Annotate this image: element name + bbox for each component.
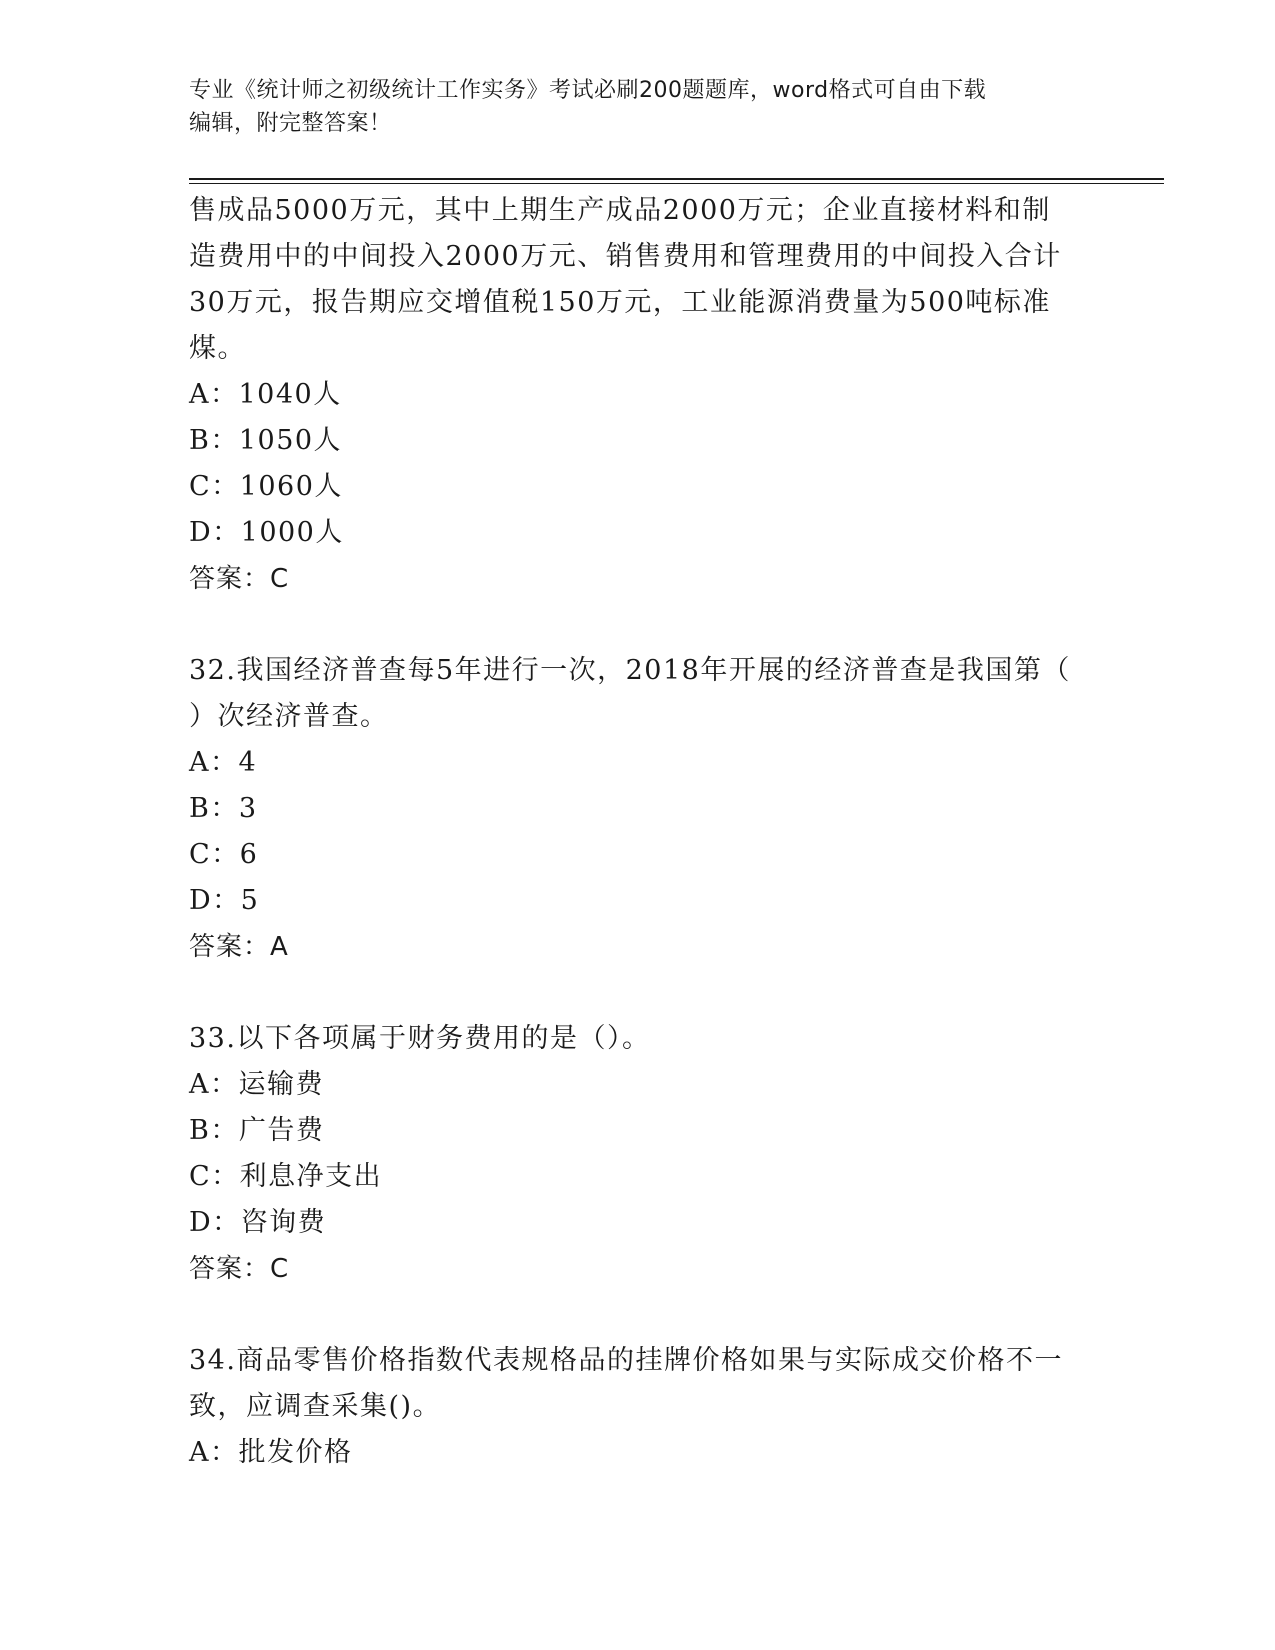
option-b: B：1050人 xyxy=(189,425,343,456)
question-stem-line: 32.我国经济普查每5年进行一次，2018年开展的经济普查是我国第（ xyxy=(189,655,1071,686)
answer-line: 答案：A xyxy=(189,932,289,962)
option-d: D：1000人 xyxy=(189,517,344,548)
question-32 xyxy=(189,648,1089,970)
question-content xyxy=(189,188,1089,1476)
option-a: A：批发价格 xyxy=(189,1437,353,1468)
header-line-2: 编辑，附完整答案！ xyxy=(189,111,392,136)
question-stem-line: 33.以下各项属于财务费用的是（）。 xyxy=(189,1023,651,1054)
header-divider-thick xyxy=(189,178,1164,180)
option-d: D：咨询费 xyxy=(189,1207,327,1238)
option-b: B：3 xyxy=(189,793,258,824)
header-divider-thin xyxy=(189,183,1164,184)
question-31 xyxy=(189,188,1089,602)
question-stem-line: 30万元，报告期应交增值税150万元，工业能源消费量为500吨标准 xyxy=(189,287,1051,318)
option-c: C：1060人 xyxy=(189,471,343,502)
header-line-1: 专业《统计师之初级统计工作实务》考试必刷200题题库，word格式可自由下载 xyxy=(189,78,987,103)
option-a: A：1040人 xyxy=(189,379,342,410)
option-a: A：运输费 xyxy=(189,1069,324,1100)
spacer xyxy=(189,1292,1089,1338)
question-stem-line: 34.商品零售价格指数代表规格品的挂牌价格如果与实际成交价格不一 xyxy=(189,1345,1063,1376)
option-a: A：4 xyxy=(189,747,258,778)
option-c: C：利息净支出 xyxy=(189,1161,383,1192)
option-c: C：6 xyxy=(189,839,259,870)
option-d: D：5 xyxy=(189,885,260,916)
document-header xyxy=(189,74,1089,140)
question-stem-line: 煤。 xyxy=(189,333,246,364)
question-stem-line: 造费用中的中间投入2000万元、销售费用和管理费用的中间投入合计 xyxy=(189,241,1062,272)
question-stem-line: ）次经济普查。 xyxy=(189,701,389,732)
question-stem-line: 致，应调查采集()。 xyxy=(189,1391,442,1422)
answer-line: 答案：C xyxy=(189,1254,290,1284)
spacer xyxy=(189,602,1089,648)
question-stem-line: 售成品5000万元，其中上期生产成品2000万元；企业直接材料和制 xyxy=(189,195,1051,226)
spacer xyxy=(189,970,1089,1016)
question-33 xyxy=(189,1016,1089,1292)
question-34 xyxy=(189,1338,1089,1476)
answer-line: 答案：C xyxy=(189,564,290,594)
option-b: B：广告费 xyxy=(189,1115,325,1146)
